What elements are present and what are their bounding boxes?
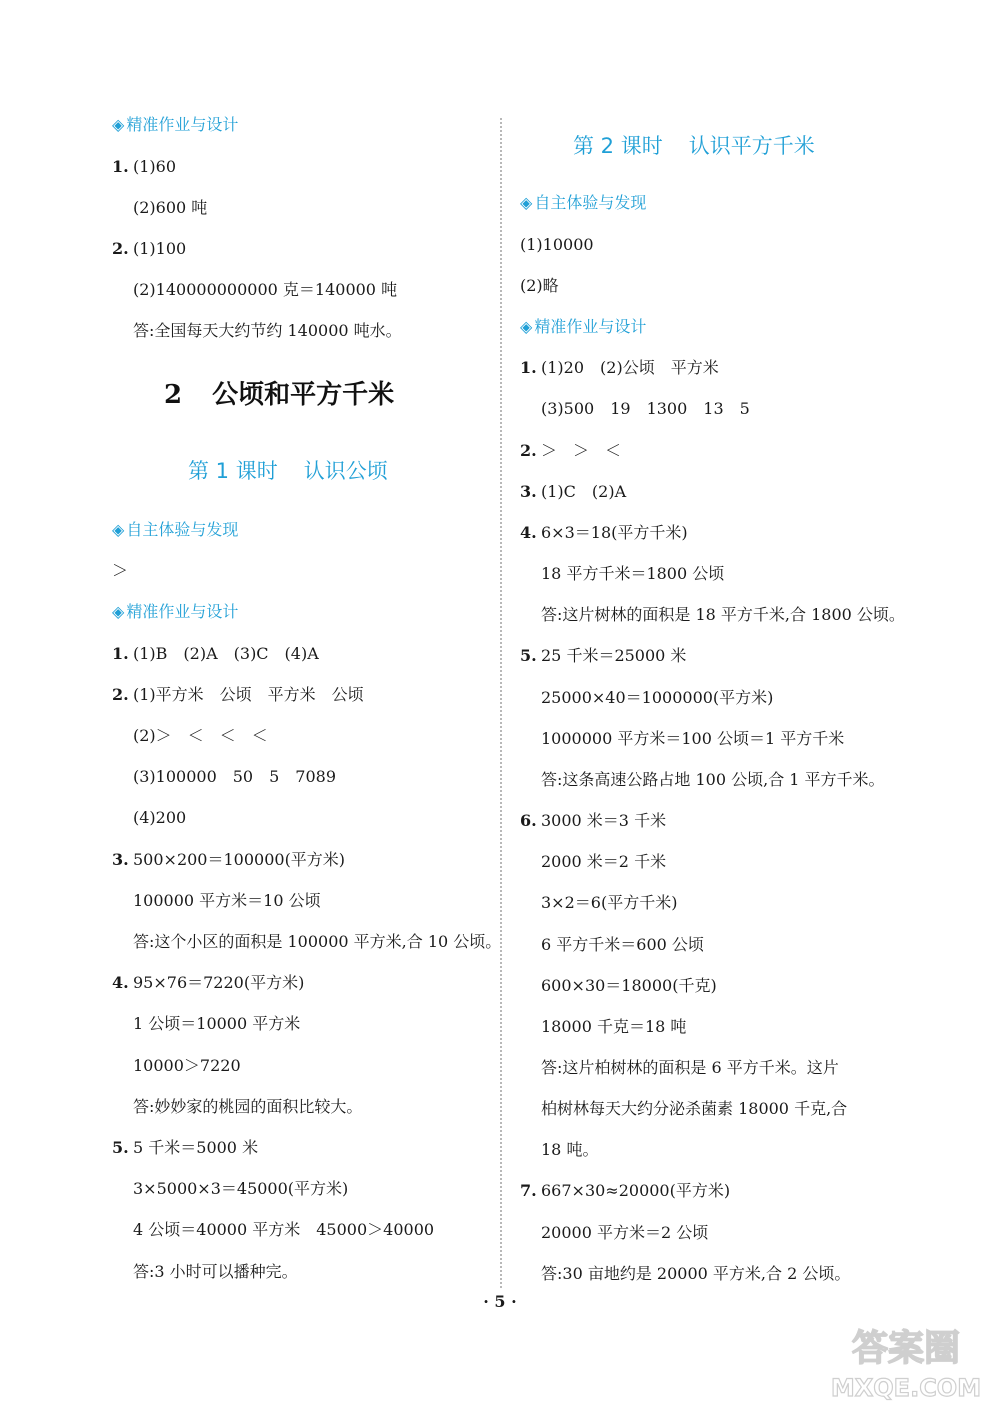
section-heading: ◈ 自主体验与发现 (112, 520, 239, 539)
diamond-icon: ◈ (112, 520, 125, 539)
list-item: 25000×40＝1000000(平方米) (541, 688, 774, 707)
answer-line: 答:30 亩地约是 20000 平方米,合 2 公顷。 (541, 1264, 851, 1283)
list-item: 2000 米＝2 千米 (541, 852, 667, 871)
section-heading: ◈ 精准作业与设计 (112, 602, 239, 621)
answer-line: 答:这片柏树林的面积是 6 平方千米。这片 (541, 1058, 839, 1077)
list-item: 6. 3000 米＝3 千米 (520, 811, 667, 830)
list-item: 600×30＝18000(千克) (541, 976, 717, 995)
list-item: 4. 6×3＝18(平方千米) (520, 523, 688, 542)
list-item: 5. 25 千米＝25000 米 (520, 646, 687, 665)
section-heading: ◈ 精准作业与设计 (520, 317, 647, 336)
column-divider (500, 118, 502, 1288)
list-item: 3×2＝6(平方千米) (541, 893, 678, 912)
list-item: 3. 500×200＝100000(平方米) (112, 850, 346, 869)
diamond-icon: ◈ (520, 317, 533, 336)
section-heading: ◈ 精准作业与设计 (112, 115, 239, 134)
list-item: 2. (1)100 (112, 239, 187, 258)
answer-line: 答:3 小时可以播种完。 (133, 1262, 298, 1281)
list-item: 2. (1)平方米 公顷 平方米 公顷 (112, 685, 364, 704)
answer-line: 答:全国每天大约节约 140000 吨水。 (133, 321, 402, 340)
list-item: (2)600 吨 (133, 198, 208, 217)
answer-line: 答:妙妙家的桃园的面积比较大。 (133, 1097, 363, 1116)
answer-line: 答:这片树林的面积是 18 平方千米,合 1800 公顷。 (541, 605, 905, 624)
lesson-title: 第 2 课时 认识平方千米 (573, 134, 815, 158)
list-item: (4)200 (133, 808, 187, 827)
list-item: ＞ (112, 561, 129, 580)
answer-line: 18 吨。 (541, 1140, 599, 1159)
list-item: (2)略 (520, 276, 559, 295)
list-item: 1. (1)60 (112, 157, 177, 176)
list-item: 4 公顷＝40000 平方米 45000＞40000 (133, 1220, 435, 1239)
lesson-title: 第 1 课时 认识公顷 (188, 459, 388, 483)
list-item: (3)100000 50 5 7089 (133, 767, 337, 786)
list-item: 100000 平方米＝10 公顷 (133, 891, 321, 910)
svg-text:MXQE.COM: MXQE.COM (830, 1374, 982, 1402)
answer-line: 答:这条高速公路占地 100 公顷,合 1 平方千米。 (541, 770, 885, 789)
list-item: 2. ＞ ＞ ＜ (520, 441, 622, 460)
list-item: 18000 千克＝18 吨 (541, 1017, 687, 1036)
list-item: (3)500 19 1300 13 5 (541, 399, 750, 418)
list-item: 3. (1)C (2)A (520, 482, 627, 501)
list-item: (2)＞ ＜ ＜ ＜ (133, 726, 268, 745)
diamond-icon: ◈ (112, 602, 125, 621)
list-item: 1. (1)20 (2)公顷 平方米 (520, 358, 719, 377)
diamond-icon: ◈ (520, 193, 533, 212)
list-item: (1)10000 (520, 235, 594, 254)
section-heading: ◈ 自主体验与发现 (520, 193, 647, 212)
list-item: 1 公顷＝10000 平方米 (133, 1014, 301, 1033)
list-item: 1000000 平方米＝100 公顷＝1 平方千米 (541, 729, 845, 748)
list-item: 5. 5 千米＝5000 米 (112, 1138, 259, 1157)
list-item: 10000＞7220 (133, 1056, 241, 1075)
list-item: 18 平方千米＝1800 公顷 (541, 564, 725, 583)
list-item: 6 平方千米＝600 公顷 (541, 935, 704, 954)
answer-line: 答:这个小区的面积是 100000 平方米,合 10 公顷。 (133, 932, 502, 951)
list-item: 20000 平方米＝2 公顷 (541, 1223, 709, 1242)
diamond-icon: ◈ (112, 115, 125, 134)
list-item: 4. 95×76＝7220(平方米) (112, 973, 305, 992)
list-item: (2)140000000000 克＝140000 吨 (133, 280, 398, 299)
answer-line: 柏树林每天大约分泌杀菌素 18000 千克,合 (541, 1099, 848, 1118)
page-number: · 5 · (483, 1292, 517, 1311)
svg-text:答案圈: 答案圈 (851, 1328, 961, 1369)
list-item: 3×5000×3＝45000(平方米) (133, 1179, 349, 1198)
list-item: 1. (1)B (2)A (3)C (4)A (112, 644, 319, 663)
watermark-logo (818, 1318, 994, 1404)
list-item: 7. 667×30≈20000(平方米) (520, 1181, 731, 1200)
chapter-title: 2 公顷和平方千米 (164, 380, 395, 410)
